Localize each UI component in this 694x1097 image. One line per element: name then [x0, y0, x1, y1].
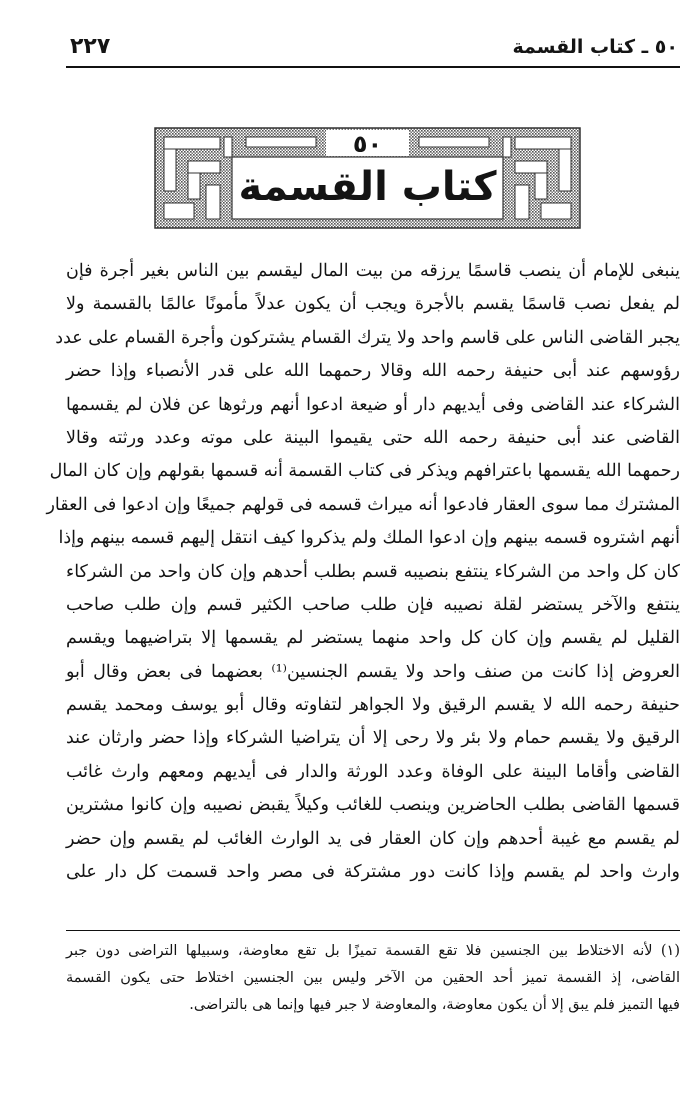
text-line: القاضى عند أبى حنيفة رحمه الله حتى يقيموا البينة على موته وعدد ورثته وقالا — [66, 427, 680, 448]
footnote-line: (١) لأنه الاختلاط بين الجنسين فلا تقع القسمة تميزًا بل تقع معاوضة، وسبيلها التراضى دون جبر — [66, 943, 680, 959]
text-line: لم يقسم مع غيبة أحدهم وإن كان العقار فى يد الوارث الغائب لم يقسم وإن حضر — [66, 828, 680, 849]
text-line: كان كل واحد من الشركاء ينتفع بنصيبه قسم بطلب أحدهم وإن كان واحد من الشركاء — [66, 561, 680, 582]
body-text — [46, 255, 680, 889]
text-line: يجبر القاضى الناس على قاسم واحد ولا يترك القسام يشتركون وأجرة القسام على عدد — [55, 327, 680, 348]
text-line: الشركاء عند القاضى وفى أيديهم دار أو ضيعة ادعوا أنهم ورثوها عن فلان لم يقسمها — [66, 394, 680, 415]
text-line: أنهم اشتروه قسمه بينهم وإن ادعوا الملك ولم يذكروا كيف انتقل إليهم قسمه بينهم وإذا — [58, 528, 680, 549]
chapter-number: ٥٠ — [352, 130, 383, 158]
text-line: العروض إذا كانت من صنف واحد ولا يقسم الجنسين⁽¹⁾ بعضهما فى بعض وقال أبو — [66, 661, 680, 682]
footnote-line: القاضى، إذ القسمة تميز أحد الحقين من الآخر وليس بين الجنسين اختلاط حتى يكون القسمة — [66, 970, 680, 986]
text-line: لم يفعل نصب قاسمًا يقسم بالأجرة ويجب أن يكون عدلاً مأمونًا عالمًا بالقسمة ولا — [66, 294, 680, 315]
text-line: المشترك مما سوى العقار فادعوا أنه ميراث قسمه فى قولهم جميعًا وإن ادعوا فى العقار — [46, 494, 680, 515]
footnote-divider — [66, 930, 680, 931]
text-line: رحمهما الله يقسمها باعترافهم ويذكر فى كتاب القسمة أنه قسمها بقولهم وإن كان المال — [49, 461, 680, 482]
footnote-line: فيها التميز فلم يبق إلا أن يكون معاوضة، والمعاوضة لا جبر فيها وإنما هى بالتراضى. — [189, 997, 680, 1013]
chapter-title: كتاب القسمة — [238, 164, 497, 210]
text-line: القليل لم يقسم وإن كان كل واحد منهما يستضر لم يقسمها إلا بتراضيهما ويقسم — [66, 628, 680, 649]
text-line: حنيفة رحمه الله لا يقسم الرقيق ولا الجواهر لتفاوته وقال أبو يوسف ومحمد يقسم — [66, 695, 680, 716]
text-line: القاضى وأقاما البينة على الوفاة وعدد الورثة والدار فى أيديهم ومعهم وارث غائب — [66, 761, 680, 782]
footnotes — [66, 938, 680, 1019]
text-line: قسمها القاضى بطلب الحاضرين وينصب للغائب وكيلاً يقبض نصيبه وإن كانوا مشترين — [66, 795, 680, 816]
text-line: ينتفع والآخر يستضر لقلة نصيبه فإن طلب صاحب الكثير قسم وإن طلب صاحب — [66, 594, 680, 615]
text-line: ينبغى للإمام أن ينصب قاسمًا يرزقه من بيت المال ليقسم بين الناس بغير أجرة فإن — [66, 261, 680, 281]
text-line: رؤوسهم عند أبى حنيفة رحمه الله وقالا رحمهما الله على قدر الأنصباء وإذا حضر — [66, 361, 680, 382]
text-line: وارث واحد لم يقسم وإذا كانت دور مشتركة فى مصر واحد قسمت كل دار على — [66, 862, 680, 883]
text-line: الرقيق ولا يقسم حمام ولا بئر ولا رحى إلا أن يتراضيا الشركاء وإذا حضر وارثان عند — [66, 728, 680, 749]
running-title: ٥٠ ـ كتاب القسمة — [512, 36, 678, 58]
page-header — [66, 30, 680, 68]
page-number: ٢٢٧ — [70, 34, 111, 59]
